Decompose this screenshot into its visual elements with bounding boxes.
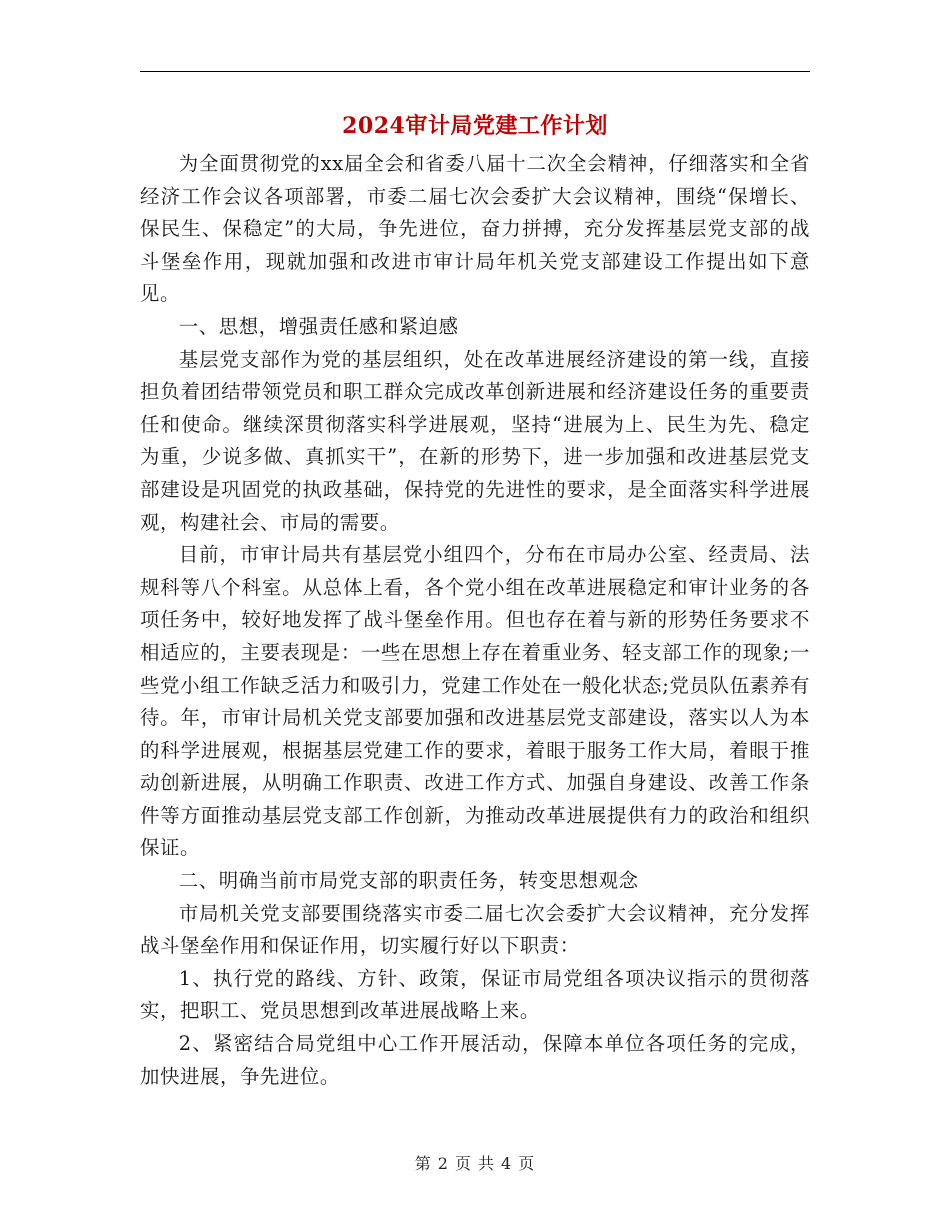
footer-prefix: 第 xyxy=(414,1154,432,1173)
paragraph-intro: 为全面贯彻党的xx届全会和省委八届十二次全会精神，仔细落实和全省经济工作会议各项部署，市委二届七次会委扩大会议精神，围绕“保增长、保民生、保稳定”的大局，争先进位，奋力拼搏，充分发挥基层党支部的战斗堡垒作用，现就加强和改进市审计局年机关党支部建设工作提出如下意见。 xyxy=(140,152,810,306)
section-heading-1: 一、思想，增强责任感和紧迫感 xyxy=(178,314,459,338)
footer-suffix: 页 xyxy=(518,1154,536,1173)
document-body xyxy=(140,148,810,1093)
list-item-2: 2、紧密结合局党组中心工作开展活动，保障本单位各项任务的完成，加快进展，争先进位。 xyxy=(140,1032,810,1088)
paragraph-section-1-b: 目前，市审计局共有基层党小组四个，分布在市局办公室、经责局、法规科等八个科室。从总体上看，各个党小组在改革进展稳定和审计业务的各项任务中，较好地发挥了战斗堡垒作用。但也存在着与新的形势任务要求不相适应的，主要表现是：一些在思想上存在着重业务、轻支部工作的现象;一些党小组工作缺乏活力和吸引力，党建工作处在一般化状态;党员队伍素养有待。年，市审计局机关党支部要加强和改进基层党支部建设，落实以人为本的科学进展观，根据基层党建工作的要求，着眼于服务工作大局，着眼于推动创新进展，从明确工作职责、改进工作方式、加强自身建设、改善工作条件等方面推动基层党支部工作创新，为推动改革进展提供有力的政治和组织保证。 xyxy=(140,543,810,860)
footer-total-word: 共 xyxy=(478,1154,496,1173)
footer-current-page: 2 xyxy=(437,1154,449,1173)
paragraph-section-2-a: 市局机关党支部要围绕落实市委二届七次会委扩大会议精神，充分发挥战斗堡垒作用和保证作用，切实履行好以下职责： xyxy=(140,901,810,958)
header-rule xyxy=(140,71,810,72)
list-item-1: 1、执行党的路线、方针、政策，保证市局党组各项决议指示的贯彻落实，把职工、党员思想到改革进展战略上来。 xyxy=(140,966,810,1023)
footer-page-word: 页 xyxy=(454,1154,472,1173)
footer-total-pages: 4 xyxy=(501,1154,513,1173)
paragraph-section-1-a: 基层党支部作为党的基层组织，处在改革进展经济建设的第一线，直接担负着团结带领党员和职工群众完成改革创新进展和经济建设任务的重要责任和使命。继续深贯彻落实科学进展观，坚持“进展为上、民生为先、稳定为重，少说多做、真抓实干”，在新的形势下，进一步加强和改进基层党支部建设是巩固党的执政基础，保持党的先进性的要求，是全面落实科学进展观，构建社会、市局的需要。 xyxy=(140,347,810,534)
document-title: 2024审计局党建工作计划 xyxy=(342,113,608,139)
section-heading-2: 二、明确当前市局党支部的职责任务，转变思想观念 xyxy=(178,869,639,893)
page-footer xyxy=(0,1152,950,1176)
